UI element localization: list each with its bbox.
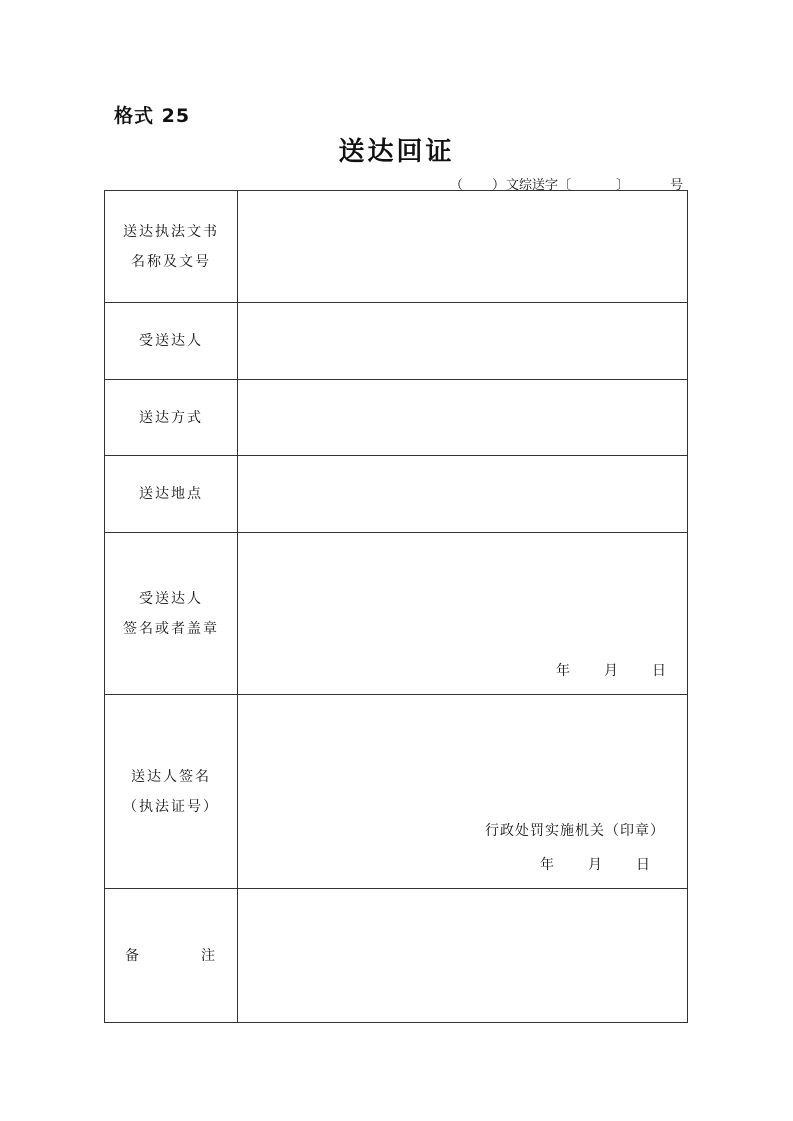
document-label-line2: 名称及文号 bbox=[131, 253, 211, 270]
doc-number-prefix: 文综送字〔 bbox=[506, 178, 572, 193]
recipient-signature-label-cell bbox=[105, 533, 238, 695]
row-place bbox=[105, 456, 688, 533]
doc-number-open-paren: （ bbox=[450, 178, 464, 193]
recipient-signature-value-cell[interactable] bbox=[238, 533, 688, 695]
recipient-value-cell[interactable] bbox=[238, 303, 688, 380]
server-signature-label-cell bbox=[105, 695, 238, 889]
document-value-cell[interactable] bbox=[238, 191, 688, 303]
row-method bbox=[105, 380, 688, 456]
server-signature-value-cell[interactable] bbox=[238, 695, 688, 889]
server-signature-date bbox=[540, 854, 670, 872]
date-day: 日 bbox=[652, 663, 666, 679]
recipient-signature-label-line1: 受送达人 bbox=[139, 590, 203, 607]
row-recipient bbox=[105, 303, 688, 380]
server-signature-label-line1: 送达人签名 bbox=[131, 768, 211, 785]
remarks-label-char-1: 备 bbox=[125, 947, 141, 964]
method-label: 送达方式 bbox=[105, 380, 238, 456]
format-label: 格式 25 bbox=[114, 105, 191, 127]
row-recipient-signature bbox=[105, 533, 688, 695]
row-document bbox=[105, 191, 688, 303]
issuing-authority-seal: 行政处罚实施机关（印章） bbox=[485, 823, 665, 839]
remarks-label-char-2: 注 bbox=[201, 947, 217, 964]
server-signature-label-line2: （执法证号） bbox=[123, 798, 219, 815]
document-label-cell bbox=[105, 191, 238, 303]
date-month: 月 bbox=[588, 857, 602, 873]
remarks-label bbox=[125, 941, 217, 971]
date-year: 年 bbox=[556, 663, 570, 679]
recipient-signature-date bbox=[556, 660, 686, 678]
date-month: 月 bbox=[604, 663, 618, 679]
doc-number-suffix: 号 bbox=[670, 178, 684, 193]
document-title: 送达回证 bbox=[338, 137, 455, 167]
recipient-label: 受送达人 bbox=[105, 303, 238, 380]
doc-number-close-paren: ） bbox=[492, 178, 506, 193]
row-remarks bbox=[105, 889, 688, 1023]
doc-number-close-bracket: 〕 bbox=[616, 178, 630, 193]
recipient-signature-label-line2: 签名或者盖章 bbox=[123, 620, 219, 637]
row-server-signature bbox=[105, 695, 688, 889]
document-label-line1: 送达执法文书 bbox=[123, 223, 219, 240]
date-day: 日 bbox=[636, 857, 650, 873]
date-year: 年 bbox=[540, 857, 554, 873]
method-value-cell[interactable] bbox=[238, 380, 688, 456]
remarks-label-cell bbox=[105, 889, 238, 1023]
place-label: 送达地点 bbox=[105, 456, 238, 533]
remarks-value-cell[interactable] bbox=[238, 889, 688, 1023]
place-value-cell[interactable] bbox=[238, 456, 688, 533]
delivery-receipt-table bbox=[104, 190, 688, 1023]
